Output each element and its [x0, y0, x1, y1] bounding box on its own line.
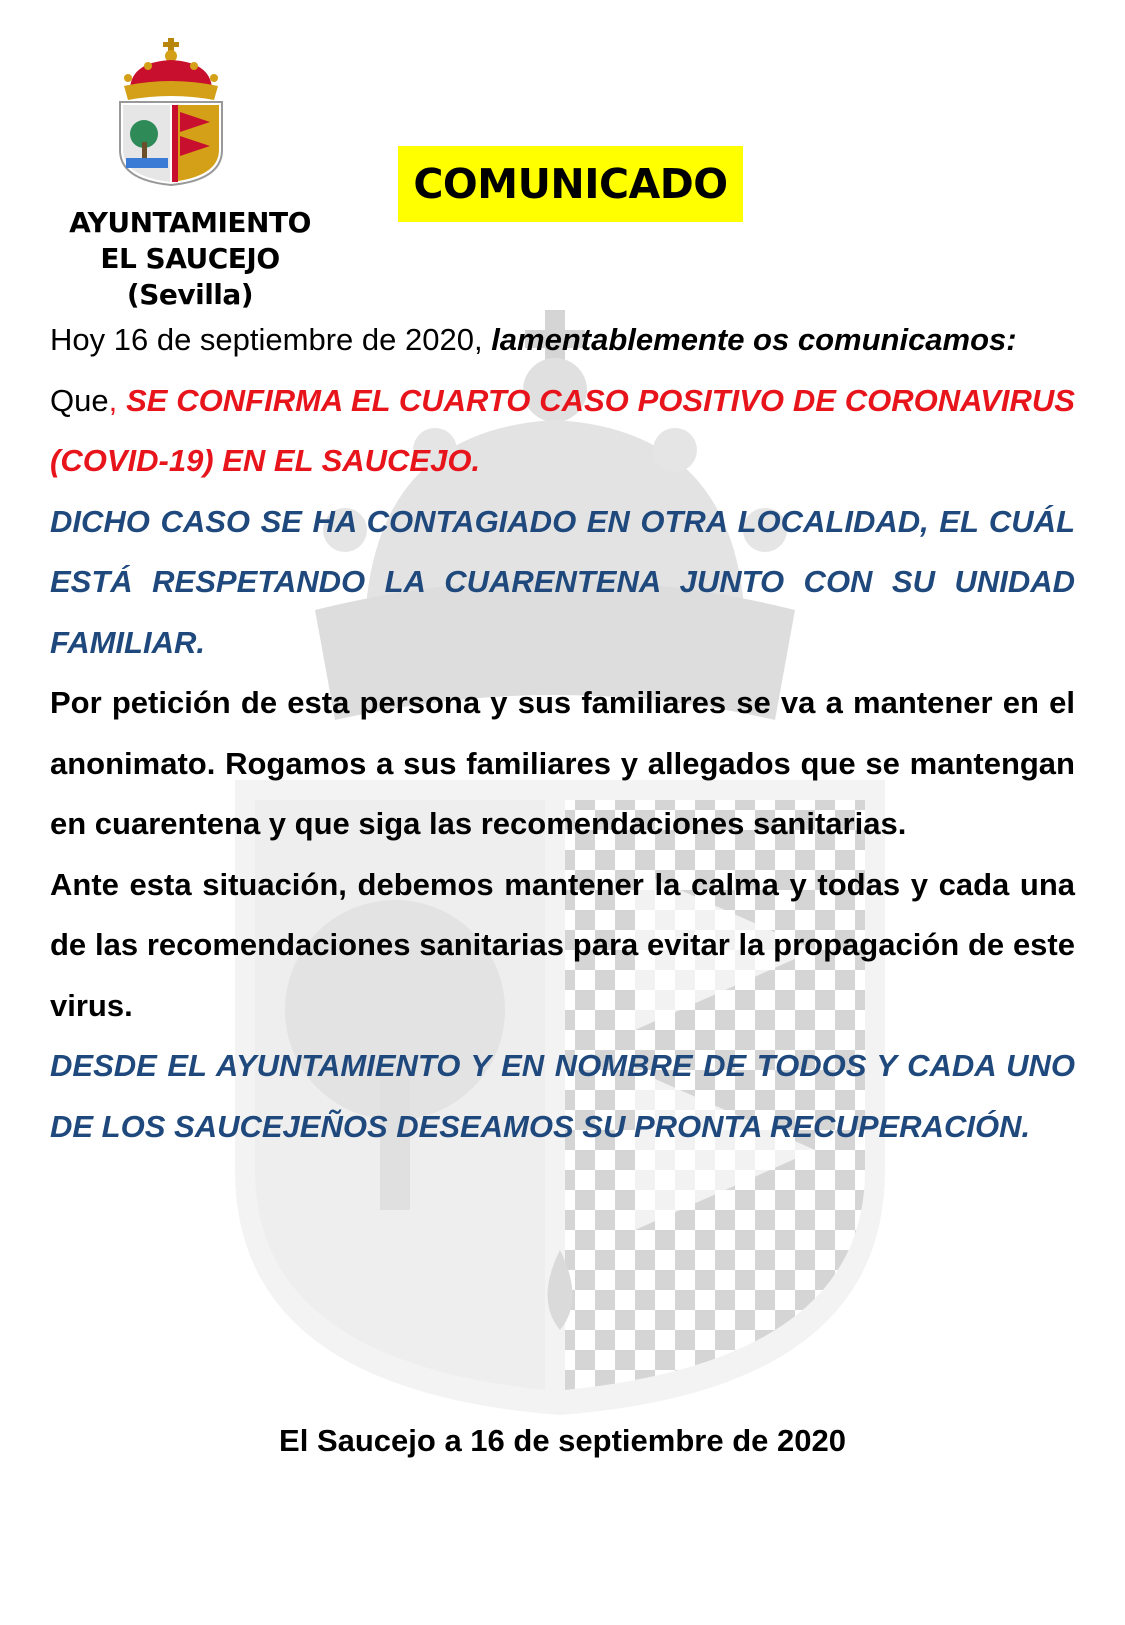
paragraph-anonymity: Por petición de esta persona y sus familiares se va a mantener en el anonimato. Rogamos a sus familiares y allegados que se mantengan en cuarentena y que siga las recomendaciones sanitarias. [50, 685, 1075, 841]
paragraph-wishes: DESDE EL AYUNTAMIENTO Y EN NOMBRE DE TODOS Y CADA UNO DE LOS SAUCEJEÑOS DESEAMOS SU PRONTA RECUPERACIÓN. [50, 1048, 1075, 1144]
confirmation-comma: , [108, 382, 118, 418]
page-title: COMUNICADO [413, 160, 728, 208]
confirmation-red-text: SE CONFIRMA EL CUARTO CASO POSITIVO DE CORONAVIRUS (COVID-19) EN EL SAUCEJO. [50, 382, 1075, 478]
paragraph-confirmation [50, 371, 1075, 492]
paragraph-contagion: DICHO CASO SE HA CONTAGIADO EN OTRA LOCALIDAD, EL CUÁL ESTÁ RESPETANDO LA CUARENTENA JUNTO CON SU UNIDAD FAMILIAR. [50, 503, 1075, 660]
document-body [50, 310, 1075, 1157]
coat-of-arms-icon [118, 38, 224, 186]
paragraph-date-italic: lamentablemente os comunicamos: [491, 322, 1017, 357]
title-banner [398, 146, 743, 222]
organization-name [40, 205, 340, 313]
org-line-1: AYUNTAMIENTO [69, 206, 311, 239]
paragraph-date-text: Hoy 16 de septiembre de 2020, [50, 322, 483, 357]
paragraph-calm: Ante esta situación, debemos mantener la calma y todas y cada una de las recomendaciones sanitarias para evitar la propagación de este virus. [50, 866, 1075, 1023]
paragraph-date [50, 310, 1075, 371]
org-line-2: EL SAUCEJO [100, 242, 280, 275]
confirmation-lead: Que [50, 382, 109, 418]
closing-date-line: El Saucejo a 16 de septiembre de 2020 [279, 1423, 846, 1458]
org-line-3: (Sevilla) [126, 278, 254, 311]
